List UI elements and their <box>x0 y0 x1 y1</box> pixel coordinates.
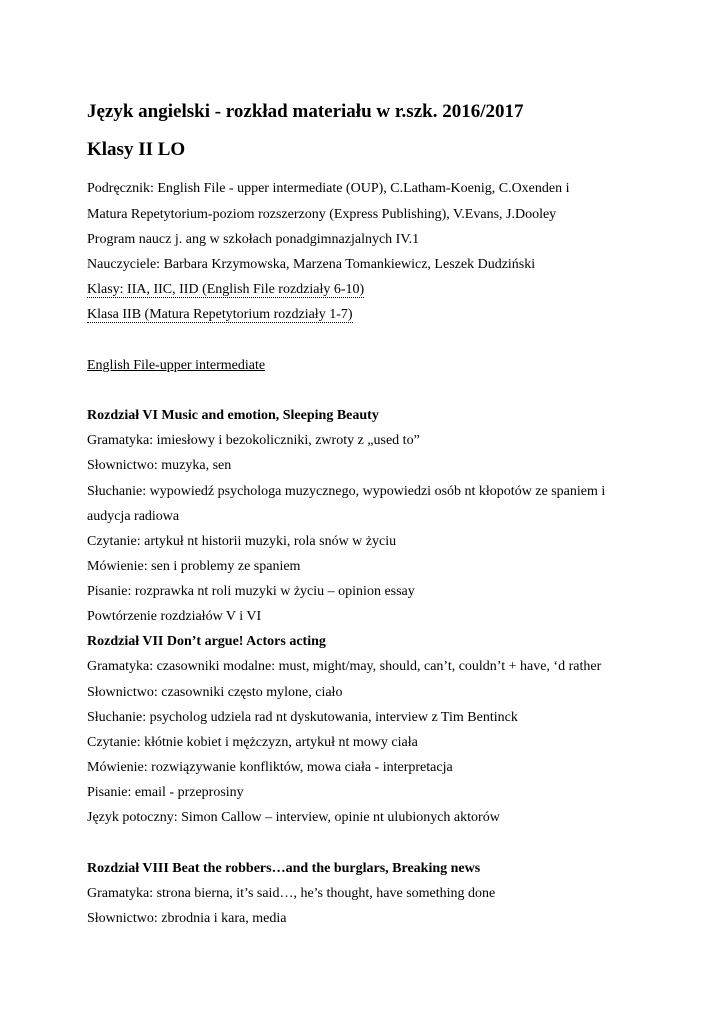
course-heading-text: English File-upper intermediate <box>87 358 266 373</box>
chapter-7-vocabulary: Słownictwo: czasowniki często mylone, ciało <box>87 685 343 700</box>
document-subtitle: Klasy II LO <box>87 139 186 160</box>
intro-line-classes <box>87 281 364 299</box>
intro-line-matura: Matura Repetytorium-poziom rozszerzony (Express Publishing), V.Evans, J.Dooley <box>87 207 557 222</box>
document-title: Język angielski - rozkład materiału w r.szk. 2016/2017 <box>87 101 524 122</box>
chapter-7-listening: Słuchanie: psycholog udziela rad nt dyskutowania, interview z Tim Bentinck <box>87 710 518 725</box>
intro-line-teachers: Nauczyciele: Barbara Krzymowska, Marzena Tomankiewicz, Leszek Dudziński <box>87 257 536 272</box>
chapter-6-writing: Pisanie: rozprawka nt roli muzyki w życiu – opinion essay <box>87 584 415 599</box>
classes-text: Klasy: IIA, IIC, IID (English File rozdziały 6-10) <box>87 282 365 297</box>
chapter-7-grammar: Gramatyka: czasowniki modalne: must, might/may, should, can’t, couldn’t + have, ‘d rather <box>87 659 602 674</box>
chapter-7-heading: Rozdział VII Don’t argue! Actors acting <box>87 634 326 649</box>
intro-line-program: Program naucz j. ang w szkołach ponadgimnazjalnych IV.1 <box>87 232 420 247</box>
chapter-6-grammar: Gramatyka: imiesłowy i bezokoliczniki, zwroty z „used to” <box>87 433 420 448</box>
chapter-6-vocabulary: Słownictwo: muzyka, sen <box>87 458 232 473</box>
chapter-8-grammar: Gramatyka: strona bierna, it’s said…, he’s thought, have something done <box>87 886 496 901</box>
chapter-7-colloquial: Język potoczny: Simon Callow – interview, opinie nt ulubionych aktorów <box>87 810 500 825</box>
chapter-6-heading: Rozdział VI Music and emotion, Sleeping Beauty <box>87 408 379 423</box>
chapter-7-speaking: Mówienie: rozwiązywanie konfliktów, mowa ciała - interpretacja <box>87 760 453 775</box>
class-iib-text: Klasa IIB (Matura Repetytorium rozdziały 1-7) <box>87 307 353 322</box>
course-heading <box>87 357 265 375</box>
chapter-8-vocabulary: Słownictwo: zbrodnia i kara, media <box>87 911 287 926</box>
chapter-7-writing: Pisanie: email - przeprosiny <box>87 785 244 800</box>
chapter-6-revision: Powtórzenie rozdziałów V i VI <box>87 609 262 624</box>
chapter-6-listening-cont: audycja radiowa <box>87 509 180 524</box>
intro-line-textbook: Podręcznik: English File - upper intermediate (OUP), C.Latham-Koenig, C.Oxenden i <box>87 181 570 196</box>
chapter-8-heading: Rozdział VIII Beat the robbers…and the burglars, Breaking news <box>87 861 481 876</box>
chapter-7-reading: Czytanie: kłótnie kobiet i mężczyzn, artykuł nt mowy ciała <box>87 735 418 750</box>
chapter-6-listening: Słuchanie: wypowiedź psychologa muzycznego, wypowiedzi osób nt kłopotów ze spaniem i <box>87 484 606 499</box>
chapter-6-speaking: Mówienie: sen i problemy ze spaniem <box>87 559 301 574</box>
intro-line-class-iib <box>87 306 353 324</box>
chapter-6-reading: Czytanie: artykuł nt historii muzyki, rola snów w życiu <box>87 534 397 549</box>
